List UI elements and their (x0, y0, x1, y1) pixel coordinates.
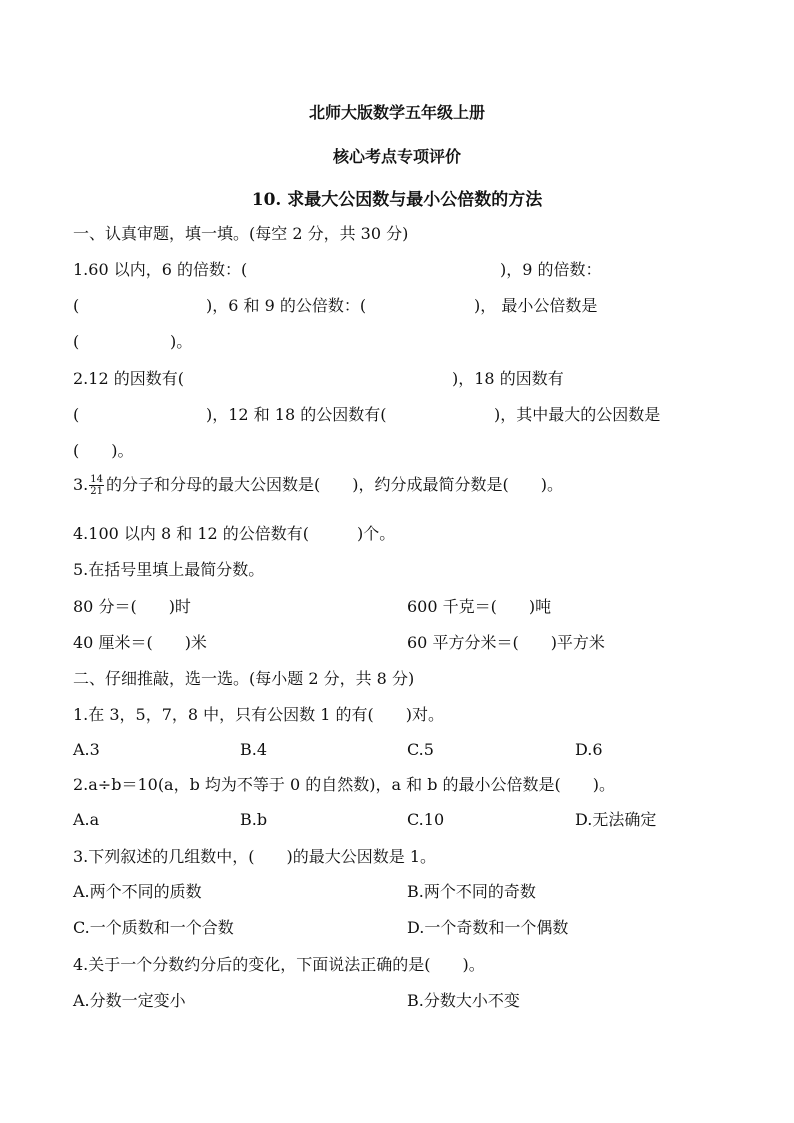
mc-q2-option-d: D.无法确定 (575, 810, 657, 829)
worksheet-subtitle: 核心考点专项评价 (332, 147, 461, 166)
mc-q1-option-c: C.5 (407, 740, 434, 759)
q2-text-b: )，18 的因数有 (452, 369, 564, 388)
q1-text-g: )。 (170, 332, 193, 351)
q1-text-b: )，9 的倍数： (500, 260, 602, 279)
mc-q3-option-a: A.两个不同的质数 (73, 882, 202, 901)
q1-text-e: )， 最小公倍数是 (474, 296, 598, 315)
mc-q1-option-b: B.4 (240, 740, 268, 759)
mc-q2-option-a: A.a (73, 810, 100, 829)
fraction-numerator: 14 (90, 474, 103, 485)
mc-q2-option-b: B.b (240, 810, 268, 829)
q5-item-1: 80 分＝( )时 (73, 597, 191, 616)
q1-text-f: ( (73, 332, 80, 351)
mc-q2-text: 2.a÷b＝10(a，b 均为不等于 0 的自然数)，a 和 b 的最小公倍数是( )。 (73, 775, 616, 794)
section2-heading: 二、仔细推敲，选一选。(每小题 2 分，共 8 分) (73, 669, 415, 688)
mc-q3-option-c: C.一个质数和一个合数 (73, 918, 234, 937)
q3-number: 3. (73, 475, 89, 494)
fraction-denominator: 21 (90, 486, 103, 497)
mc-q3-option-b: B.两个不同的奇数 (407, 882, 536, 901)
mc-q2-option-c: C.10 (407, 810, 445, 829)
mc-q1-option-d: D.6 (575, 740, 603, 759)
q1-text-c: ( (73, 296, 80, 315)
mc-q1-option-a: A.3 (73, 740, 100, 759)
q2-text-f: ( )。 (73, 441, 134, 460)
mc-q1-text: 1.在 3，5，7，8 中，只有公因数 1 的有( )对。 (73, 705, 444, 724)
mc-q3-text: 3.下列叙述的几组数中，( )的最大公因数是 1。 (73, 847, 437, 866)
mc-q4-option-a: A.分数一定变小 (73, 991, 186, 1010)
q4-text: 4.100 以内 8 和 12 的公倍数有( )个。 (73, 524, 396, 543)
mc-q4-text: 4.关于一个分数约分后的变化，下面说法正确的是( )。 (73, 955, 485, 974)
textbook-title: 北师大版数学五年级上册 (308, 103, 485, 122)
mc-q3-option-d: D.一个奇数和一个偶数 (407, 918, 569, 937)
q5-item-3: 40 厘米＝( )米 (73, 633, 207, 652)
q5-item-4: 60 平方分米＝( )平方米 (407, 633, 605, 652)
section1-heading: 一、认真审题，填一填。(每空 2 分，共 30 分) (73, 224, 409, 243)
q2-text-a: 2.12 的因数有( (73, 369, 184, 388)
q5-text: 5.在括号里填上最简分数。 (73, 560, 265, 579)
q2-text-c: ( (73, 405, 80, 424)
q1-text-d: )，6 和 9 的公倍数：( (206, 296, 367, 315)
lesson-title: 10. 求最大公因数与最小公倍数的方法 (251, 190, 543, 210)
q1-text-a: 1.60 以内，6 的倍数：( (73, 260, 248, 279)
fraction-14-21 (89, 474, 104, 497)
q2-text-e: )，其中最大的公因数是 (494, 405, 661, 424)
q2-text-d: )，12 和 18 的公因数有( (206, 405, 387, 424)
q3-line (73, 474, 563, 497)
q5-item-2: 600 千克＝( )吨 (407, 597, 552, 616)
mc-q4-option-b: B.分数大小不变 (407, 991, 520, 1010)
q3-text: 的分子和分母的最大公因数是( )，约分成最简分数是( )。 (106, 475, 563, 494)
